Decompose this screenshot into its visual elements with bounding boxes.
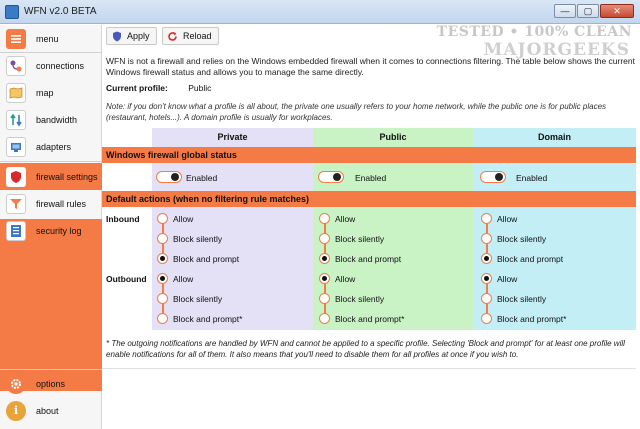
domain-outbound-block-prompt-radio[interactable]	[481, 313, 492, 324]
reload-label: Reload	[183, 31, 212, 41]
radio-label: Allow	[173, 214, 194, 224]
sidebar-item-label: map	[36, 87, 54, 98]
apply-button[interactable]	[106, 27, 157, 45]
sidebar-item-label: connections	[36, 60, 85, 71]
watermark-tested: TESTED • 100% CLEAN	[436, 24, 632, 40]
public-inbound-allow-radio[interactable]	[319, 213, 330, 224]
private-inbound-block-silently-radio[interactable]	[157, 233, 168, 244]
maximize-button[interactable]: ▢	[577, 4, 599, 18]
sidebar-accent-fill	[0, 219, 102, 391]
log-icon	[6, 221, 26, 241]
domain-inbound-block-silently-radio[interactable]	[481, 233, 492, 244]
minimize-button[interactable]: —	[554, 4, 576, 18]
radio-label: Allow	[335, 274, 356, 284]
radio-label: Block and prompt	[497, 254, 564, 264]
domain-inbound-allow-radio[interactable]	[481, 213, 492, 224]
connections-icon	[6, 56, 26, 76]
sidebar-item-security-log[interactable]	[0, 217, 102, 244]
sidebar-item-label: bandwidth	[36, 114, 78, 125]
sidebar-item-map[interactable]	[0, 79, 102, 106]
radio-label: Allow	[335, 214, 356, 224]
sidebar-item-options[interactable]	[0, 370, 102, 397]
public-firewall-toggle[interactable]	[318, 171, 344, 183]
intro-text: WFN is not a firewall and relies on the Windows embedded firewall when it comes to connections filtering. The table below shows the current Windows firewall status and allows you to manage the same directly.	[106, 56, 635, 77]
watermark-majorgeeks: MAJORGEEKS	[483, 40, 630, 60]
shield-icon	[111, 31, 122, 42]
domain-enabled-label: Enabled	[516, 173, 548, 183]
divider	[102, 368, 636, 369]
private-outbound-block-silently-radio[interactable]	[157, 293, 168, 304]
sidebar-item-label: adapters	[36, 141, 72, 152]
radio-label: Block silently	[335, 294, 385, 304]
radio-label: Allow	[497, 214, 518, 224]
apply-label: Apply	[127, 31, 150, 41]
column-header-domain: Domain	[537, 132, 571, 142]
private-outbound-allow-radio[interactable]	[157, 273, 168, 284]
title-bar	[0, 0, 640, 24]
radio-label: Allow	[173, 274, 194, 284]
domain-firewall-toggle[interactable]	[480, 171, 506, 183]
radio-label: Block and prompt*	[497, 314, 567, 324]
inbound-label: Inbound	[106, 214, 140, 224]
column-header-public: Public	[379, 132, 407, 142]
sidebar-item-menu[interactable]	[0, 25, 102, 52]
sidebar-item-label: options	[36, 378, 66, 389]
radio-label: Block silently	[173, 234, 223, 244]
profile-note: Note: if you don't know what a profile is all about, the private one usually refers to your home network, while the public one is for public places (restaurant, hotels...). A domain profile is usually for workplaces.	[106, 102, 607, 122]
map-icon	[6, 83, 26, 103]
public-outbound-allow-radio[interactable]	[319, 273, 330, 284]
bandwidth-icon	[6, 110, 26, 130]
sidebar-item-label: menu	[36, 33, 59, 44]
outbound-label: Outbound	[106, 274, 147, 284]
radio-label: Block silently	[497, 294, 547, 304]
domain-inbound-block-prompt-radio[interactable]	[481, 253, 492, 264]
default-actions-header: Default actions (when no filtering rule matches)	[102, 191, 636, 207]
sidebar-item-firewall-rules[interactable]	[0, 190, 102, 217]
global-status-header: Windows firewall global status	[102, 147, 636, 163]
column-header-private: Private	[217, 132, 248, 142]
radio-label: Block silently	[335, 234, 385, 244]
reload-icon	[167, 31, 178, 42]
radio-label: Block and prompt*	[173, 314, 243, 324]
radio-label: Block and prompt	[173, 254, 240, 264]
private-inbound-block-prompt-radio[interactable]	[157, 253, 168, 264]
gear-icon	[6, 374, 26, 394]
current-profile-label: Current profile:	[106, 83, 168, 93]
sidebar-item-about[interactable]	[0, 397, 102, 424]
private-enabled-label: Enabled	[186, 173, 218, 183]
radio-label: Block silently	[173, 294, 223, 304]
radio-label: Allow	[497, 274, 518, 284]
domain-outbound-block-silently-radio[interactable]	[481, 293, 492, 304]
public-enabled-label: Enabled	[355, 173, 387, 183]
private-inbound-allow-radio[interactable]	[157, 213, 168, 224]
radio-label: Block silently	[497, 234, 547, 244]
shield-icon	[6, 167, 26, 187]
public-outbound-block-silently-radio[interactable]	[319, 293, 330, 304]
sidebar-item-adapters[interactable]	[0, 133, 102, 160]
radio-label: Block and prompt*	[335, 314, 405, 324]
menu-icon	[6, 29, 26, 49]
reload-button[interactable]	[162, 27, 219, 45]
footnote: * The outgoing notifications are handled by WFN and cannot be applied to a specific profile. Selecting 'Block and prompt' for at least one profile will enable notifications for all of them. It also means that you'll need to disable them for all profiles at once if you wish to.	[106, 339, 625, 359]
adapters-icon	[6, 137, 26, 157]
sidebar	[0, 25, 102, 429]
private-outbound-block-prompt-radio[interactable]	[157, 313, 168, 324]
close-button[interactable]: ✕	[600, 4, 634, 18]
info-icon: i	[6, 401, 26, 421]
sidebar-item-label: firewall rules	[36, 198, 87, 209]
current-profile	[106, 83, 211, 93]
radio-label: Block and prompt	[335, 254, 402, 264]
domain-outbound-allow-radio[interactable]	[481, 273, 492, 284]
public-inbound-block-silently-radio[interactable]	[319, 233, 330, 244]
sidebar-item-bandwidth[interactable]	[0, 106, 102, 133]
private-firewall-toggle[interactable]	[156, 171, 182, 183]
filter-icon	[6, 194, 26, 214]
public-inbound-block-prompt-radio[interactable]	[319, 253, 330, 264]
public-outbound-block-prompt-radio[interactable]	[319, 313, 330, 324]
window-title: WFN v2.0 BETA	[24, 6, 97, 17]
sidebar-item-label: about	[36, 405, 59, 416]
sidebar-item-label: firewall settings	[36, 171, 98, 182]
sidebar-item-label: security log	[36, 225, 82, 236]
app-icon	[5, 5, 19, 19]
sidebar-item-firewall-settings[interactable]	[0, 163, 102, 190]
current-profile-value: Public	[188, 83, 212, 93]
sidebar-item-connections[interactable]	[0, 52, 102, 79]
